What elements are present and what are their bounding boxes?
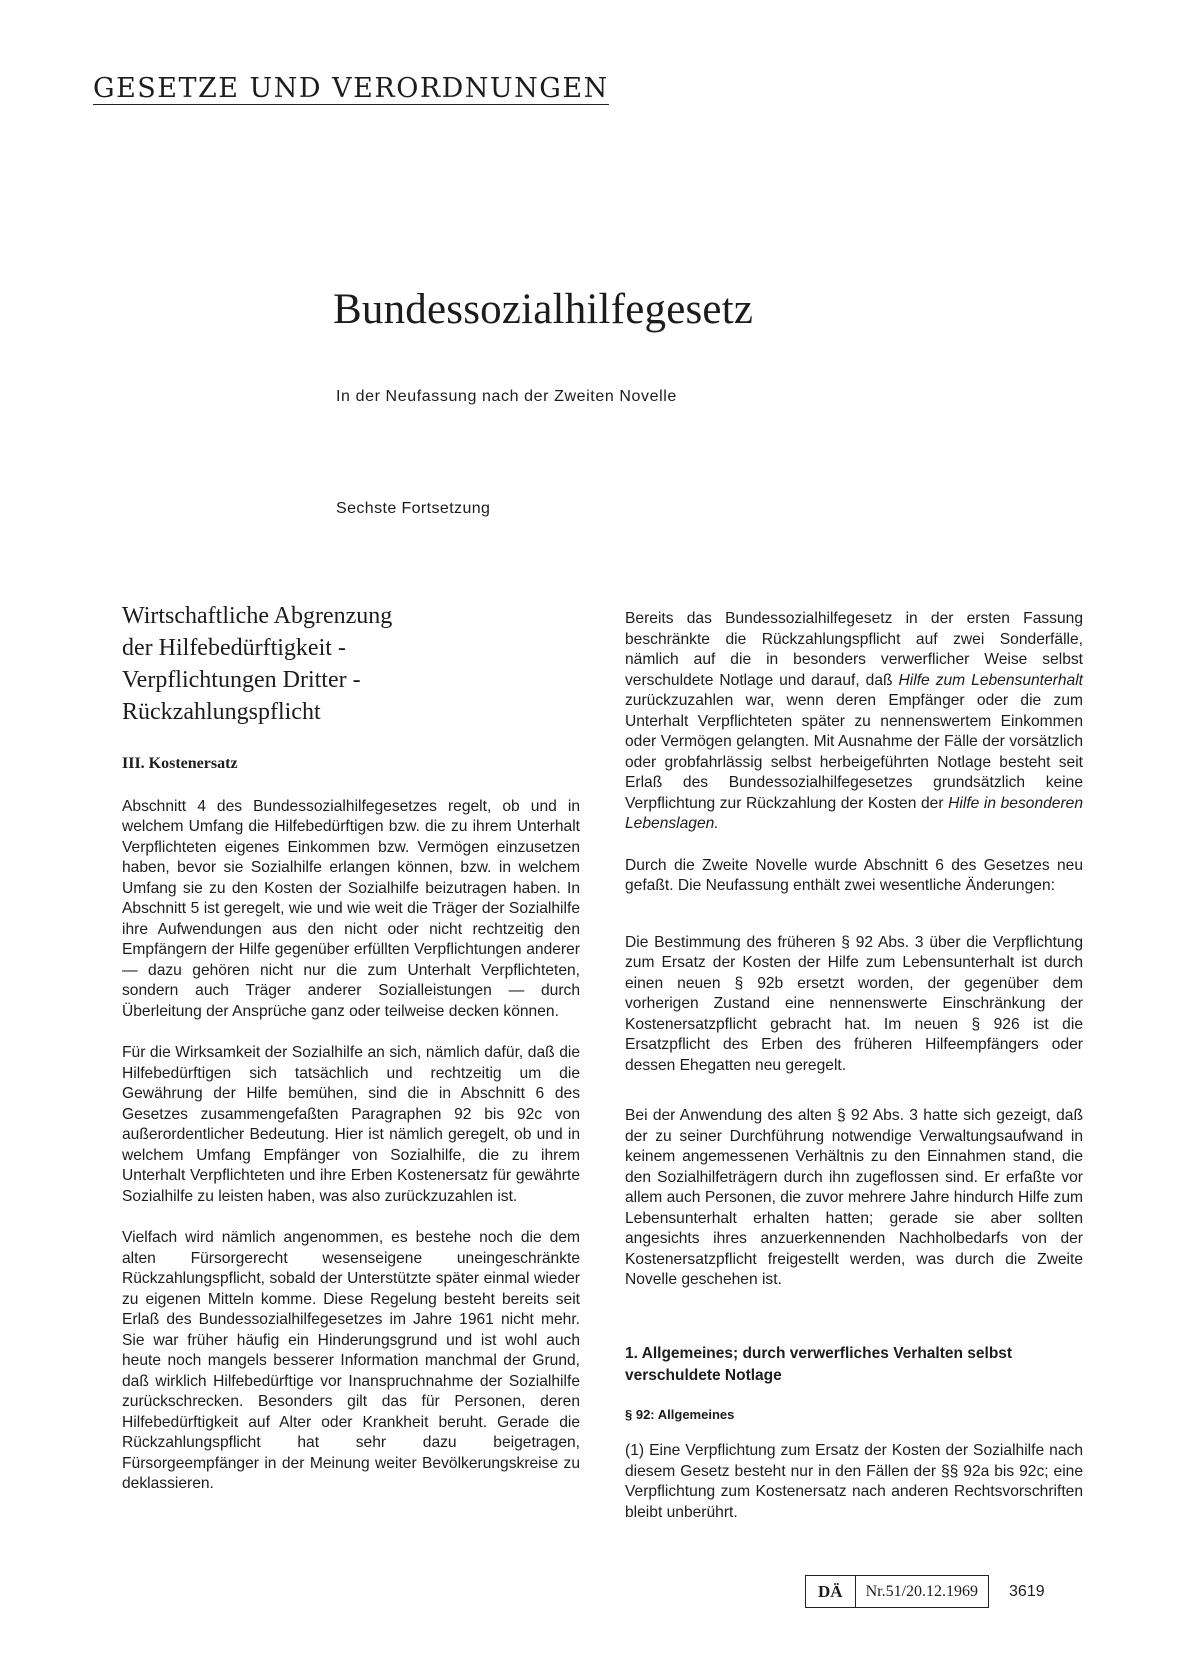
paragraph: Vielfach wird nämlich angenommen, es bestehe noch die dem alten Fürsorgerecht wesenseigene uneingeschränkte Rückzahlungspflicht, sobald der Unterstützte später einmal wieder zu eigenen Mitteln komme. Diese Regelung besteht bereits seit Erlaß des Bundessozialhilfegesetzes im Jahre 1961 nicht mehr. Sie war früher häufig ein Hinderungsgrund und ist wohl auch heute noch mangels besserer Information manchmal der Grund, daß wirklich Hilfebedürftige vor Inanspruchnahme der Sozialhilfe zurückschrecken. Besonders gilt das für Personen, deren Hilfebedürftigkeit auf Alter oder Krankheit beruht. Gerade die Rückzahlungspflicht hat sehr dazu beigetragen, Fürsorgeempfänger in der Meinung weiter Bevölkerungskreise zu deklassieren. xyxy=(122,1229,580,1492)
paragraph: (1) Eine Verpflichtung zum Ersatz der Kosten der Sozialhilfe nach diesem Gesetz besteht nur in den Fällen der §§ 92a bis 92c; eine Verpflichtung zum Kostenersatz nach anderen Rechtsvorschriften bleibt unberührt. xyxy=(625,1442,1083,1521)
right-column xyxy=(625,609,1083,1544)
emphasis-text: Hilfe in besonderen Lebenslagen. xyxy=(625,794,1083,832)
paragraph: Abschnitt 4 des Bundessozialhilfegesetzes regelt, ob und in welchem Umfang die Hilfebedürftigen bzw. die zu ihrem Unterhalt Verpflichteten eigenes Einkommen bzw. Vermögen einzusetzen haben, bevor sie Sozialhilfe erlangen können, bzw. in welchem Umfang sie zu den Kosten der Sozialhilfe beizutragen haben. In Abschnitt 5 ist geregelt, wie und wie weit die Träger der Sozialhilfe ihre Aufwendungen aus den nicht oder nicht rechtzeitig den Empfängern der Hilfe gegenüber erfüllten Verpflichtungen anderer — dazu gehören nicht nur die zum Unterhalt Verpflichteten, sondern auch Träger anderer Sozialleistungen — durch Überleitung der Ansprüche ganz oder teilweise decken können. xyxy=(122,797,580,1020)
page-footer xyxy=(805,1576,1045,1607)
paragraph: Für die Wirksamkeit der Sozialhilfe an sich, nämlich dafür, daß die Hilfebedürftigen sich tatsächlich und rechtzeitig um die Gewährung der Hilfe bemühen, sind die in Abschnitt 6 des Gesetzes zusammengefaßten Paragraphen 92 bis 92c von außerordentlicher Bedeutung. Hier ist nämlich geregelt, ob und in welchem Umfang Empfänger von Sozialhilfe, die zu ihrem Unterhalt Verpflichteten und ihre Erben Kostenersatz für gewährte Sozialhilfe zu leisten haben, was also zurückzuzahlen ist. xyxy=(122,1044,580,1205)
section-title-line: Rückzahlungspflicht xyxy=(122,699,321,725)
journal-logo: DÄ xyxy=(806,1576,856,1607)
paragraph-text: Bereits das Bundessozialhilfegesetz in der ersten Fassung beschränkte die Rückzahlungspflicht auf zwei Sonderfälle, nämlich auf die in besonders verwerflicher Weise selbst verschuldete Notlage und darauf, daß xyxy=(625,610,1083,689)
emphasis-text: Hilfe zum Lebensunterhalt xyxy=(898,671,1083,689)
issue-label: Nr.51/20.12.1969 xyxy=(865,1582,979,1600)
paragraph: Bei der Anwendung des alten § 92 Abs. 3 hatte sich gezeigt, daß der zu seiner Durchführung notwendige Verwaltungsaufwand in keinem angemessenen Verhältnis zu den Einnahmen stand, die den Sozialhilfeträgern durch ihn zugeflossen sind. Er erfaßte vor allem auch Personen, die zuvor mehrere Jahre hindurch Hilfe zum Lebensunterhalt erhalten hatten; gerade sie aber sollten angesichts ihres anzuerkennenden Nachholbedarfs von der Kostenersatzpflicht freigestellt werden, was durch die Zweite Novelle geschehen ist. xyxy=(625,1107,1083,1288)
section-title-line: der Hilfebedürftigkeit - xyxy=(122,635,346,661)
paragraph-text: zurückzuzahlen war, wenn deren Empfänger oder die zum Unterhalt Verpflichteten später zu nennenswertem Einkommen oder Vermögen gelangten. Mit Ausnahme der Fälle der vorsätzlich oder grobfahrlässig selbst herbeigeführten Notlage besteht seit Erlaß des Bundessozialhilfegesetzes grundsätzlich keine Verpflichtung zur Rückzahlung der Kosten der xyxy=(625,692,1083,812)
paragraph: Durch die Zweite Novelle wurde Abschnitt 6 des Gesetzes neu gefaßt. Die Neufassung enthält zwei wesentliche Änderungen: xyxy=(625,856,1083,894)
subsection-heading: III. Kostenersatz xyxy=(122,755,238,772)
left-column xyxy=(122,600,580,1516)
paragraph-heading: § 92: Allgemeines xyxy=(625,1406,735,1422)
page-number: 3619 xyxy=(1009,1582,1045,1600)
paragraph xyxy=(625,609,1083,835)
subsection-heading: 1. Allgemeines; durch verwerfliches Verhalten selbst verschuldete Notlage xyxy=(625,1344,1013,1384)
subtitle: In der Neufassung nach der Zweiten Novelle xyxy=(336,388,677,405)
section-title-line: Wirtschaftliche Abgrenzung xyxy=(122,603,393,629)
page-title: Bundessozialhilfegesetz xyxy=(333,286,754,333)
paragraph: Die Bestimmung des früheren § 92 Abs. 3 über die Verpflichtung zum Ersatz der Kosten der Hilfe zum Lebensunterhalt ist durch einen neuen § 92b ersetzt worden, der gegenüber dem vorherigen Zustand eine nennenswerte Einschränkung der Kostenersatzpflicht gebracht hat. Im neuen § 926 ist die Ersatzpflicht des Erben des früheren Hilfeempfängers oder dessen Ehegatten neu geregelt. xyxy=(625,933,1083,1074)
section-title xyxy=(122,600,580,728)
section-header: GESETZE UND VERORDNUNGEN xyxy=(93,73,609,104)
issue-box xyxy=(805,1575,989,1608)
continuation-label: Sechste Fortsetzung xyxy=(336,500,491,517)
section-title-line: Verpflichtungen Dritter - xyxy=(122,667,361,693)
